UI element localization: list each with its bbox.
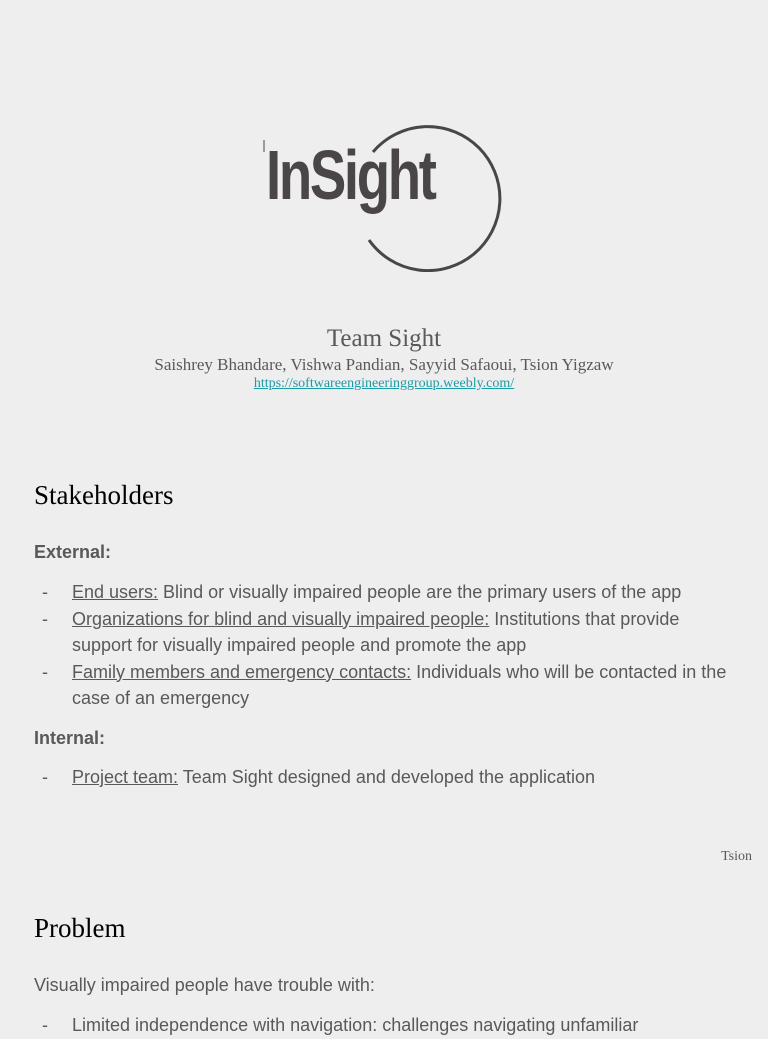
stakeholder-description: Team Sight designed and developed the application [178, 767, 596, 787]
bullet-dash: - [42, 1015, 48, 1035]
stakeholders-slide [0, 440, 768, 880]
presenter-name: Tsion [721, 849, 752, 864]
external-stakeholder-list [34, 579, 734, 712]
slide-heading: Problem [34, 913, 126, 943]
list-item [34, 1012, 734, 1039]
list-item [34, 606, 734, 659]
insight-logo [262, 116, 506, 272]
stakeholder-description: Individuals who will be contacted in the case of an emergency [72, 661, 727, 708]
website-link[interactable]: https://softwareengineeringgroup.weebly.com/ [253, 376, 515, 391]
logo-wordmark: InSight [266, 136, 435, 214]
stakeholder-term: Organizations for blind and visually impaired people: [72, 608, 490, 629]
problem-slide [0, 880, 768, 1035]
team-members: Saishrey Bhandare, Vishwa Pandian, Sayyid Safaoui, Tsion Yigzaw [154, 355, 614, 374]
bullet-dash: - [42, 582, 48, 602]
list-item [34, 579, 734, 606]
bullet-dash: - [42, 661, 48, 682]
team-name: Team Sight [326, 325, 442, 352]
title-slide [0, 0, 768, 440]
stakeholder-description: Blind or visually impaired people are the primary users of the app [158, 582, 682, 602]
list-item [34, 764, 734, 791]
list-item [34, 659, 734, 712]
problem-list [34, 1012, 734, 1039]
problem-text: Limited independence with navigation: challenges navigating unfamiliar [72, 1015, 639, 1035]
internal-label: Internal: [34, 728, 106, 748]
slide-heading: Stakeholders [34, 480, 174, 510]
stakeholder-description: Institutions that provide support for visually impaired people and promote the app [72, 608, 680, 655]
external-label: External: [34, 542, 112, 562]
internal-stakeholder-list [34, 764, 734, 791]
problem-intro: Visually impaired people have trouble with: [34, 975, 375, 995]
bullet-dash: - [42, 608, 48, 629]
stakeholder-term: End users: [72, 582, 159, 602]
stakeholder-term: Project team: [72, 767, 179, 787]
stakeholder-term: Family members and emergency contacts: [72, 661, 412, 682]
bullet-dash: - [42, 767, 48, 787]
